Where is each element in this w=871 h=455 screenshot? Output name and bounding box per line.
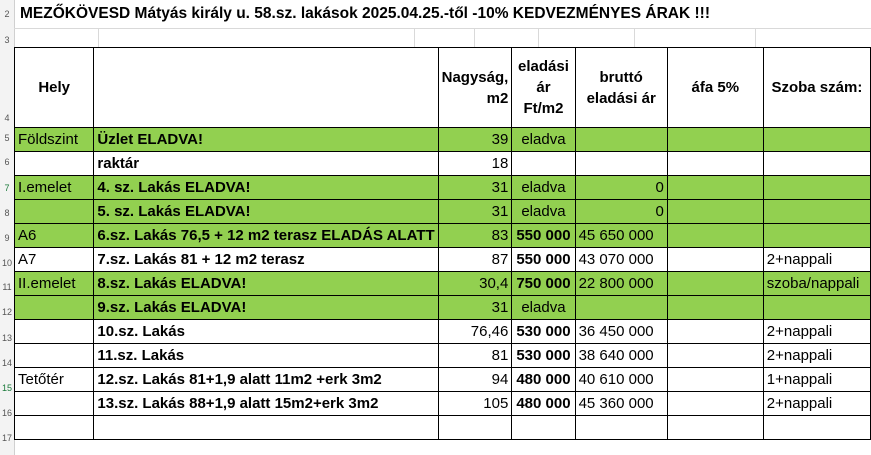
table-row [15,128,871,152]
row-number[interactable]: 11 [2,282,12,292]
row-number[interactable]: 17 [1,433,12,443]
header-row [15,48,871,128]
cell-rooms[interactable]: 2+nappali [763,344,870,368]
header-eladasi-ar[interactable]: eladási ár Ft/m2 [512,48,575,128]
cell-price[interactable]: 550 000 [512,248,575,272]
cell-gross[interactable]: 40 610 000 [575,368,667,392]
cell-hely[interactable]: Földszint [15,128,94,152]
cell-rooms[interactable] [763,128,870,152]
row-number[interactable]: 7 [4,183,10,193]
cell-size[interactable]: 30,4 [438,272,512,296]
cell-hely[interactable] [15,152,94,176]
cell-gross[interactable] [575,296,667,320]
cell-afa[interactable] [667,416,763,440]
cell-afa[interactable] [667,248,763,272]
cell-price[interactable]: 530 000 [512,320,575,344]
cell-price[interactable] [512,416,575,440]
row-number[interactable]: 13 [1,333,12,343]
table-row [15,344,871,368]
row-number[interactable]: 16 [1,408,12,418]
cell-afa[interactable] [667,128,763,152]
cell-size[interactable]: 31 [438,296,512,320]
row-number[interactable]: 3 [4,35,10,45]
sheet-title[interactable]: MEZŐKÖVESD Mátyás király u. 58.sz. lakások 2025.04.25.-től -10% KEDVEZMÉNYES ÁRAK !!! [20,5,710,22]
cell-afa[interactable] [667,152,763,176]
cell-afa[interactable] [667,392,763,416]
cell-size[interactable]: 87 [438,248,512,272]
header-nagysag[interactable]: Nagyság, m2 [438,48,512,128]
cell-name[interactable]: 7.sz. Lakás 81 + 12 m2 terasz [94,248,438,272]
cell-price[interactable]: 530 000 [512,344,575,368]
table-row [15,272,871,296]
cell-gross[interactable]: 45 360 000 [575,392,667,416]
cell-rooms[interactable] [763,416,870,440]
cell-rooms[interactable] [763,296,870,320]
row-number[interactable]: 10 [1,258,12,268]
cell-price[interactable]: eladva [512,128,575,152]
cell-afa[interactable] [667,368,763,392]
cell-gross[interactable]: 0 [575,200,667,224]
cell-rooms[interactable]: 2+nappali [763,392,870,416]
cell-name[interactable]: Üzlet ELADVA! [94,128,438,152]
cell-name[interactable]: 11.sz. Lakás [94,344,438,368]
cell-afa[interactable] [667,176,763,200]
table-row [15,224,871,248]
header-brutto[interactable]: bruttó eladási ár [575,48,667,128]
cell-name[interactable]: 9.sz. Lakás ELADVA! [94,296,438,320]
cell-price[interactable]: eladva [512,296,575,320]
cell-hely[interactable] [15,392,94,416]
cell-hely[interactable] [15,416,94,440]
header-hely[interactable]: Hely [15,48,94,128]
row-number[interactable]: 8 [4,208,10,218]
cell-name[interactable]: 6.sz. Lakás 76,5 + 12 m2 terasz ELADÁS ALATT [94,224,438,248]
cell-price[interactable]: 480 000 [512,368,575,392]
header-afa[interactable]: áfa 5% [667,48,763,128]
cell-rooms[interactable] [763,224,870,248]
cell-size[interactable]: 76,46 [438,320,512,344]
cell-afa[interactable] [667,320,763,344]
table-row [15,416,871,440]
cell-rooms[interactable] [763,176,870,200]
cell-size[interactable]: 39 [438,128,512,152]
table-row [15,248,871,272]
table-row [15,296,871,320]
cell-hely[interactable] [15,320,94,344]
row-number[interactable]: 2 [4,9,10,19]
cell-name[interactable]: 12.sz. Lakás 81+1,9 alatt 11m2 +erk 3m2 [94,368,438,392]
cell-rooms[interactable]: szoba/nappali [763,272,870,296]
cell-hely[interactable] [15,296,94,320]
cell-gross[interactable] [575,416,667,440]
cell-name[interactable]: 4. sz. Lakás ELADVA! [94,176,438,200]
cell-size[interactable]: 94 [438,368,512,392]
header-szoba[interactable]: Szoba szám: [763,48,870,128]
row-number[interactable]: 6 [4,157,10,167]
cell-gross[interactable] [575,128,667,152]
table-row [15,320,871,344]
cell-size[interactable]: 31 [438,176,512,200]
cell-gross[interactable]: 36 450 000 [575,320,667,344]
cell-name[interactable]: 8.sz. Lakás ELADVA! [94,272,438,296]
cell-hely[interactable]: A6 [15,224,94,248]
cell-size[interactable]: 81 [438,344,512,368]
cell-gross[interactable]: 0 [575,176,667,200]
cell-price[interactable]: 550 000 [512,224,575,248]
cell-size[interactable] [438,416,512,440]
cell-price[interactable]: 750 000 [512,272,575,296]
cell-hely[interactable]: A7 [15,248,94,272]
table-row [15,368,871,392]
cell-price[interactable]: 480 000 [512,392,575,416]
cell-hely[interactable]: II.emelet [15,272,94,296]
cell-afa[interactable] [667,272,763,296]
row-number[interactable]: 14 [1,358,12,368]
cell-name[interactable] [94,416,438,440]
cell-price[interactable]: eladva [512,176,575,200]
cell-rooms[interactable] [763,152,870,176]
cell-size[interactable]: 31 [438,200,512,224]
cell-gross[interactable]: 43 070 000 [575,248,667,272]
cell-rooms[interactable]: 2+nappali [763,320,870,344]
cell-gross[interactable]: 22 800 000 [575,272,667,296]
table-row [15,152,871,176]
header-name[interactable] [94,48,438,128]
row-number[interactable]: 9 [4,233,10,243]
cell-size[interactable]: 83 [438,224,512,248]
cell-hely[interactable]: I.emelet [15,176,94,200]
cell-gross[interactable] [575,152,667,176]
cell-afa[interactable] [667,344,763,368]
cell-rooms[interactable]: 1+nappali [763,368,870,392]
cell-price[interactable]: eladva [512,200,575,224]
cell-gross[interactable]: 38 640 000 [575,344,667,368]
cell-name[interactable]: raktár [94,152,438,176]
apartment-table [14,47,871,440]
cell-hely[interactable] [15,344,94,368]
cell-gross[interactable]: 45 650 000 [575,224,667,248]
empty-row [14,28,871,48]
row-number-column [0,0,15,455]
cell-afa[interactable] [667,200,763,224]
row-number[interactable]: 15 [1,383,12,393]
cell-size[interactable]: 18 [438,152,512,176]
cell-afa[interactable] [667,224,763,248]
cell-name[interactable]: 10.sz. Lakás [94,320,438,344]
cell-name[interactable]: 5. sz. Lakás ELADVA! [94,200,438,224]
cell-size[interactable]: 105 [438,392,512,416]
cell-price[interactable] [512,152,575,176]
cell-hely[interactable]: Tetőtér [15,368,94,392]
row-number[interactable]: 12 [1,307,12,317]
table-row [15,200,871,224]
cell-name[interactable]: 13.sz. Lakás 88+1,9 alatt 15m2+erk 3m2 [94,392,438,416]
cell-rooms[interactable] [763,200,870,224]
table-row [15,392,871,416]
table-row [15,176,871,200]
row-number[interactable]: 5 [4,133,10,143]
row-number[interactable]: 4 [4,113,10,123]
cell-afa[interactable] [667,296,763,320]
cell-hely[interactable] [15,200,94,224]
cell-rooms[interactable]: 2+nappali [763,248,870,272]
